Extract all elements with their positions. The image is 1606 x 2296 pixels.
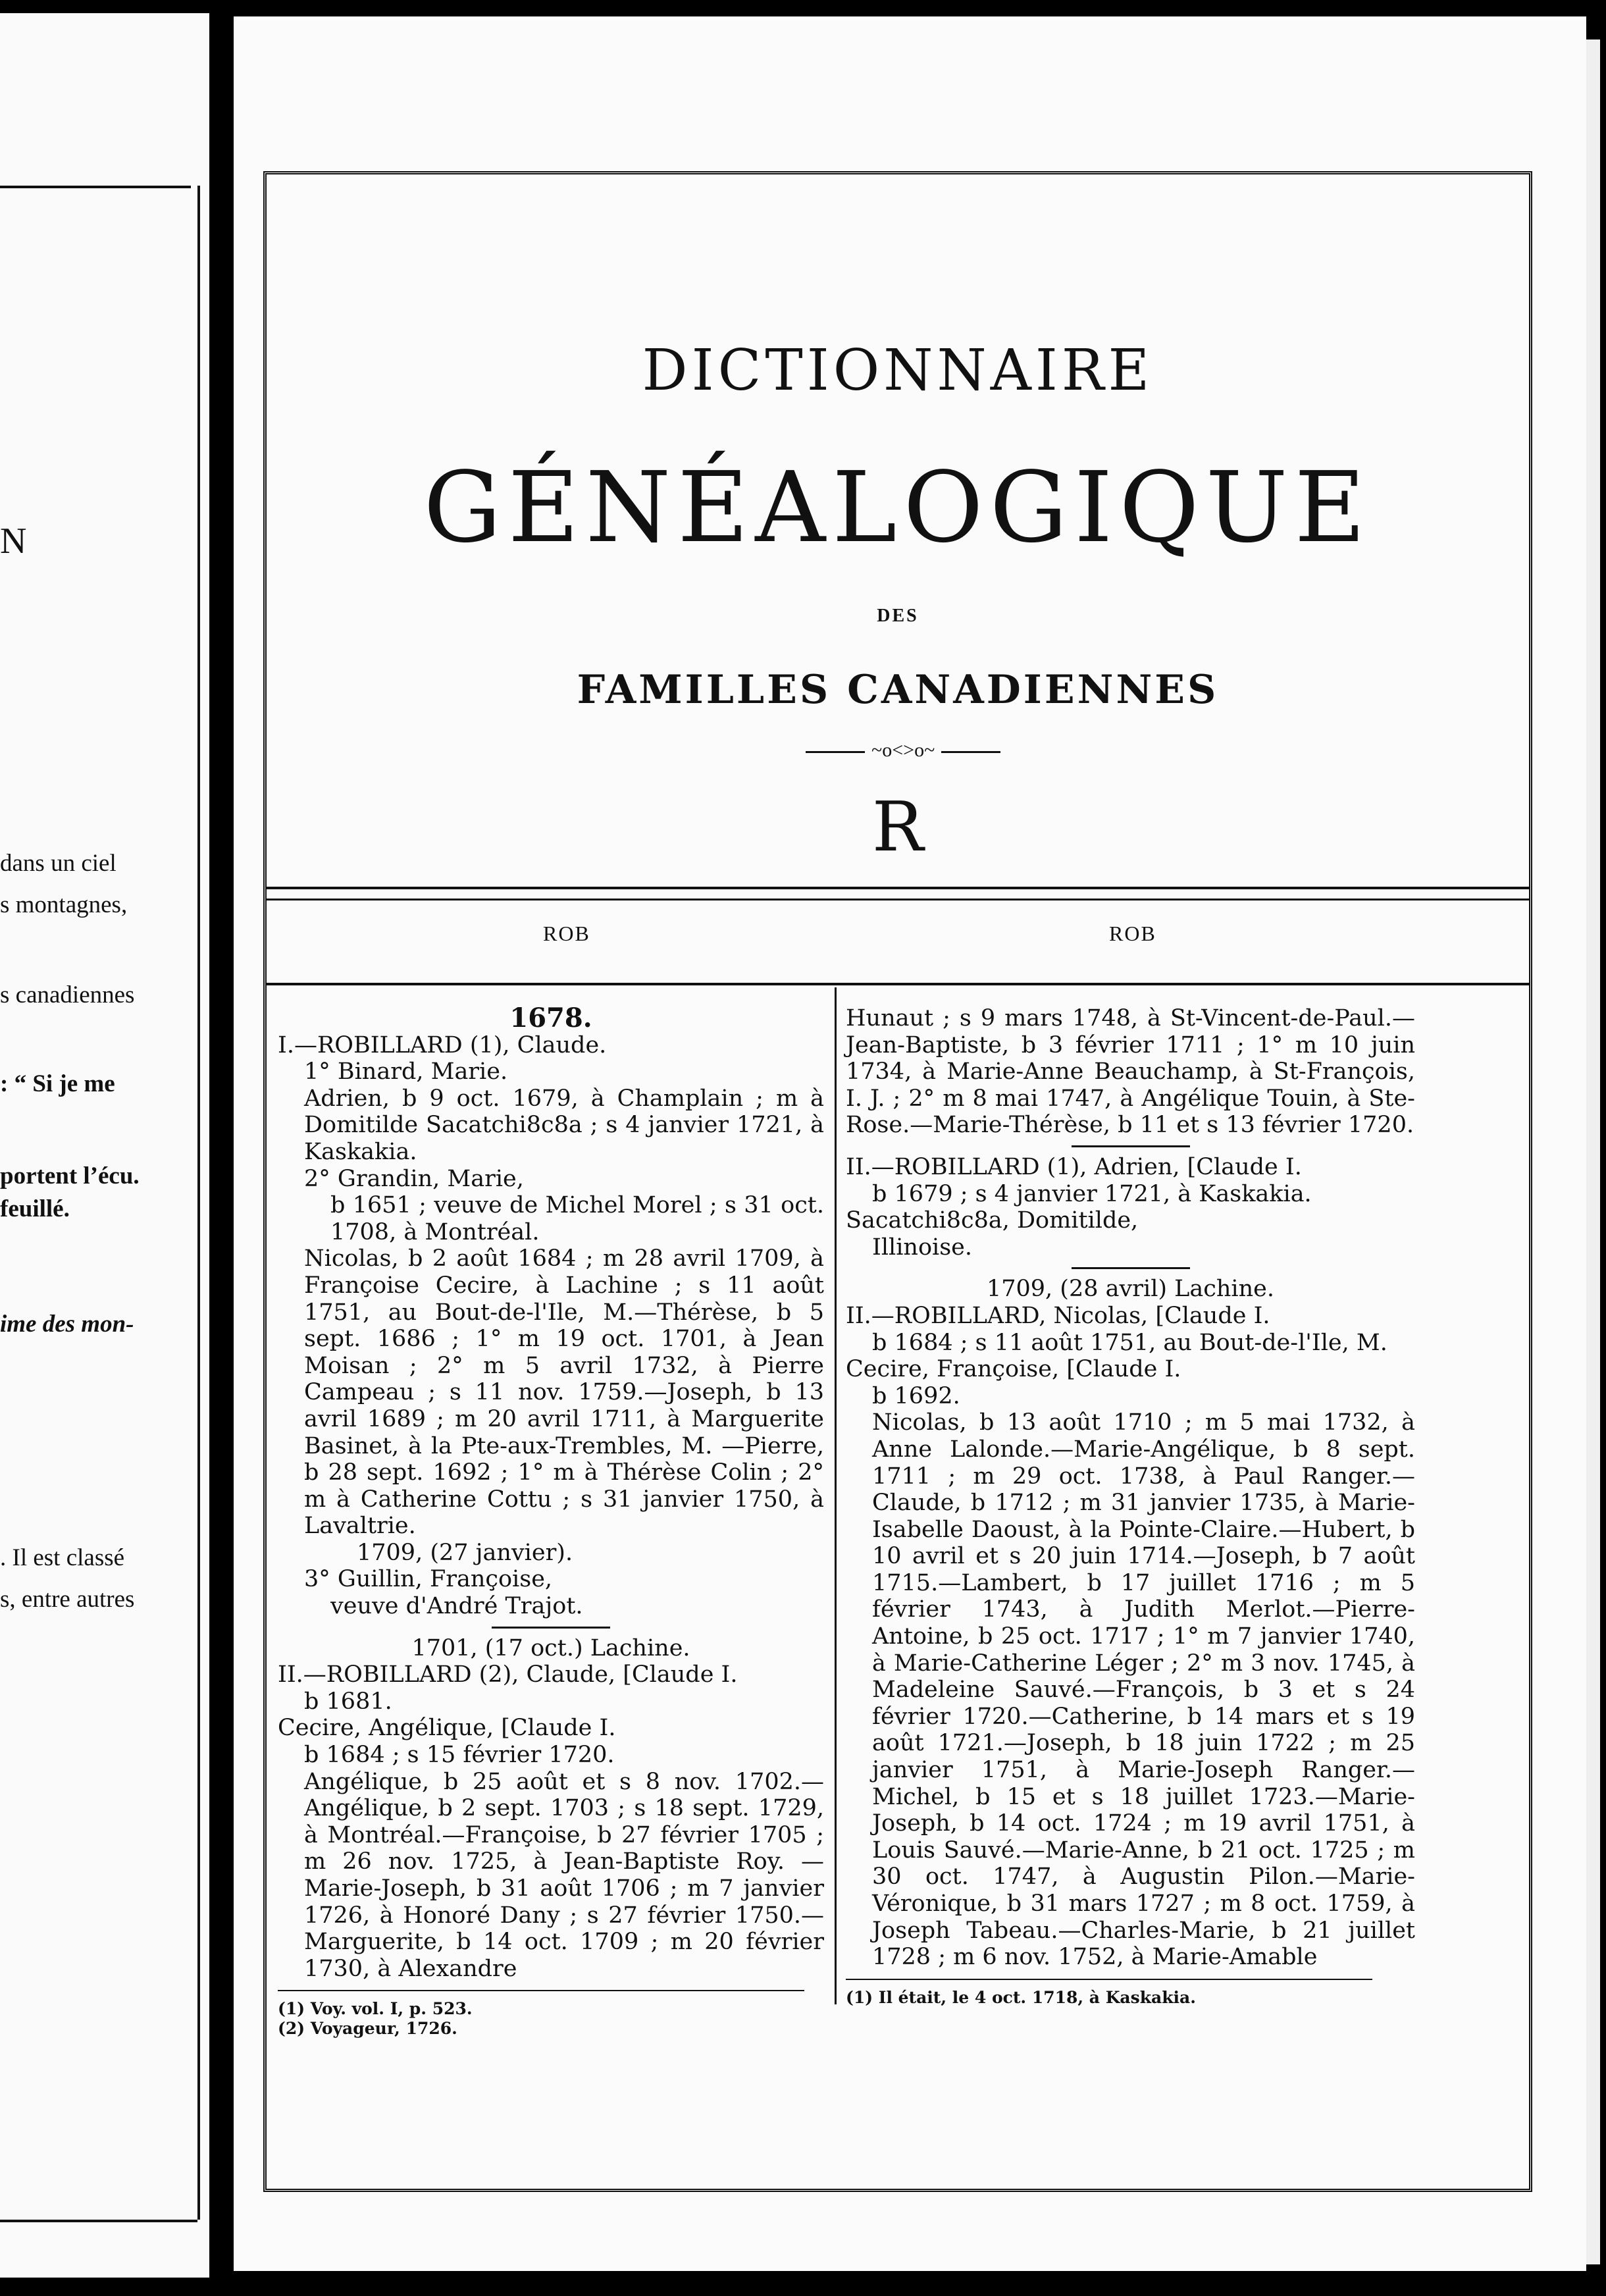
previous-page-text: ime des mon- [0,1311,134,1338]
previous-page-text: dans un ciel [0,850,117,877]
entry-line: I.—ROBILLARD (1), Claude. [278,1031,607,1058]
previous-page-text: : “ Si je me [0,1070,115,1097]
entry-line: veuve d'André Trajot. [330,1593,583,1620]
title-dictionnaire: DICTIONNAIRE [642,338,1154,404]
entry-line: 2° Grandin, Marie, [304,1165,524,1192]
page-frame [263,171,1532,2192]
running-head-rule [267,983,1529,985]
previous-page-text: N [0,521,27,561]
title-des: DES [877,606,919,626]
section-letter: R [871,787,924,867]
entry-line: b 1684 ; s 11 août 1751, au Bout-de-l'Ile, M. [872,1329,1387,1356]
running-head-right: ROB [1109,922,1156,945]
entry-line: Nicolas, b 2 août 1684 ; m 28 avril 1709, à Françoise Cecire, à Lachine ; s 11 août 1751, au Bout-de-l'Ile, M.—Thérèse, b 5 sept. 1686 ; 1° m 19 oct. 1701, à Jean Moisan ; 2° m 5 avril 1732, à Pierre Campeau ; s 11 nov. 1759.—Joseph, b 13 avril 1689 ; m 20 avril 1711, à Marguerite Basinet, à la Pte-aux-Trembles, M. —Pierre, b 28 sept. 1692 ; 1° m à Thérèse Colin ; 2° m à Catherine Cottu ; s 31 janvier 1750, à Lavaltrie. [304,1245,824,1540]
previous-page-text: s canadiennes [0,981,135,1008]
entry-line: 3° Guillin, Françoise, [304,1566,553,1593]
entry-line: Nicolas, b 13 août 1710 ; m 5 mai 1732, à Anne Lalonde.—Marie-Angélique, b 8 sept. 1711 ; m 29 oct. 1738, à Paul Ranger.—Claude, b 1712 ; m 31 janvier 1735, à Marie-Isabelle Daoust, à la Pointe-Claire.—Hubert, b 10 avril et s 20 juin 1714.—Joseph, b 7 août 1715.—Lambert, b 17 juillet 1716 ; m 5 février 1743, à Judith Merlot.—Pierre-Antoine, b 25 oct. 1717 ; 1° m 7 janvier 1740, à Marie-Catherine Léger ; 2° m 3 nov. 1745, à Madeleine Sauvé.—François, b 3 et s 24 février 1720.—Catherine, b 14 mars et s 19 août 1721.—Joseph, b 18 juin 1722 ; m 25 janvier 1751, à Marie-Joseph Ranger.—Michel, b 15 et s 18 juillet 1723.—Marie-Joseph, b 14 oct. 1724 ; m 19 avril 1751, à Louis Sauvé.—Marie-Anne, b 21 oct. 1725 ; m 30 oct. 1747, à Augustin Pilon.—Marie-Véronique, b 31 mars 1727 ; m 8 oct. 1759, à Joseph Tabeau.—Charles-Marie, b 21 juillet 1728 ; m 6 nov. 1752, à Marie-Amable [872,1409,1415,1971]
previous-page-text: s montagnes, [0,891,128,918]
footnote-rule [278,1990,804,1991]
previous-page-rule [0,186,191,188]
previous-page-text: . Il est classé [0,1544,125,1571]
footnote: (2) Voyageur, 1726. [278,2019,457,2039]
footnote: (1) Il était, le 4 oct. 1718, à Kaskakia. [846,1987,1196,2007]
entry-separator [492,1627,610,1629]
entry-line: Illinoise. [872,1234,973,1261]
entry-line: II.—ROBILLARD, Nicolas, [Claude I. [846,1302,1270,1329]
previous-page-bottom-rule [0,2220,197,2222]
title-familles-canadiennes: FAMILLES CANADIENNES [577,667,1219,713]
entry-separator [1072,1145,1190,1147]
entry-line: II.—ROBILLARD (2), Claude, [Claude I. [278,1661,738,1688]
running-head-left: ROB [543,922,590,945]
entry-line: Sacatchi8c8a, Domitilde, [846,1207,1139,1234]
entry-line: Cecire, Françoise, [Claude I. [846,1356,1181,1383]
entry-line: 1709, (27 janvier). [357,1539,573,1566]
entry-year-heading: 1678. [509,1003,592,1033]
entry-date-heading: 1701, (17 oct.) Lachine. [411,1634,690,1661]
entry-separator [1072,1267,1190,1269]
title-block [267,174,1529,885]
entry-line: b 1684 ; s 15 février 1720. [304,1742,615,1769]
previous-page-text: feuillé. [0,1195,70,1222]
entry-date-heading: 1709, (28 avril) Lachine. [986,1276,1274,1303]
entry-line: Angélique, b 25 août et s 8 nov. 1702.—Angélique, b 2 sept. 1703 ; s 18 sept. 1729, à Montréal.—Françoise, b 27 février 1705 ; m 26 nov. 1725, à Jean-Baptiste Roy. — Marie-Joseph, b 31 août 1706 ; m 7 janvier 1726, à Honoré Dany ; s 27 février 1750.—Marguerite, b 14 oct. 1709 ; m 20 février 1730, à Alexandre [304,1768,824,1982]
entry-line: II.—ROBILLARD (1), Adrien, [Claude I. [846,1153,1302,1180]
book-page [234,16,1586,2271]
entry-line: b 1679 ; s 4 janvier 1721, à Kaskakia. [872,1180,1312,1207]
ornament-divider: ~o<>o~ [799,739,997,762]
footnote-rule [846,1979,1372,1980]
previous-page-column-rule [197,186,200,2220]
previous-page-text: portent l’écu. [0,1162,140,1189]
column-divider [835,987,837,2004]
entry-line: Hunaut ; s 9 mars 1748, à St-Vincent-de-Paul.—Jean-Baptiste, b 3 février 1711 ; 1° m 10 juin 1734, à Marie-Anne Beauchamp, à St-François, I. J. ; 2° m 8 mai 1747, à Angélique Touin, à Ste-Rose.—Marie-Thérèse, b 11 et s 13 février 1720. [846,1005,1415,1139]
title-genealogique: GÉNÉALOGIQUE [423,451,1372,564]
previous-page-fragment [0,13,209,2278]
right-column [846,1005,1415,2008]
entry-line: 1° Binard, Marie. [304,1058,508,1085]
left-column [278,1005,824,2039]
title-separator [267,887,1529,900]
previous-page-text: s, entre autres [0,1586,135,1613]
footnote: (1) Voy. vol. I, p. 523. [278,1999,473,2019]
entry-line: b 1651 ; veuve de Michel Morel ; s 31 oct. 1708, à Montréal. [330,1192,824,1245]
entry-line: Cecire, Angélique, [Claude I. [278,1715,616,1742]
entry-line: b 1681. [304,1688,392,1715]
entry-line: b 1692. [872,1382,960,1409]
entry-line: Adrien, b 9 oct. 1679, à Champlain ; m à Domitilde Sacatchi8c8a ; s 4 janvier 1721, à Kaskakia. [304,1085,824,1165]
